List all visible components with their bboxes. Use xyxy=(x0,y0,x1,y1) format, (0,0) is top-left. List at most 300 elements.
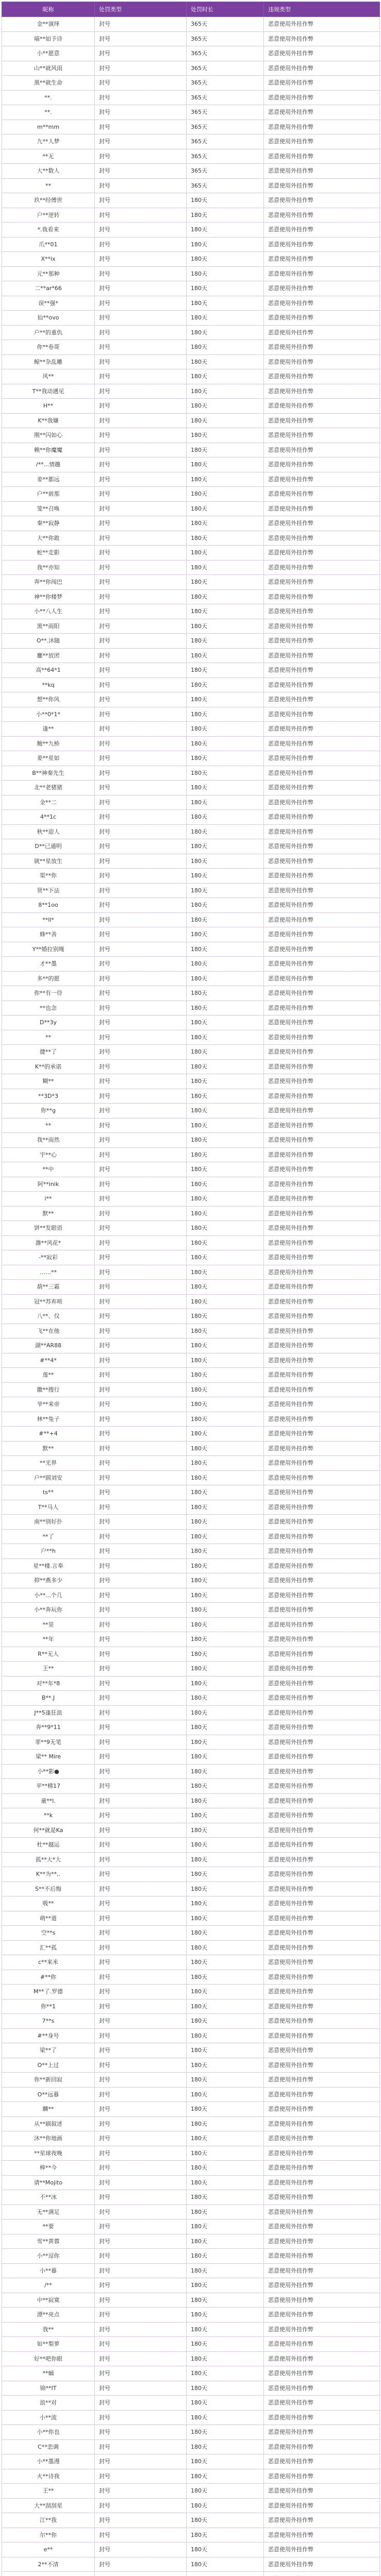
table-row xyxy=(2,1896,380,1911)
duration-cell: 180天 xyxy=(187,252,264,267)
punishment-type-cell: 封号 xyxy=(95,839,187,854)
duration-cell: 180天 xyxy=(187,340,264,355)
punishment-type-cell: 封号 xyxy=(95,1955,187,1970)
table-row xyxy=(2,1676,380,1691)
punishment-type-cell: 封号 xyxy=(95,1662,187,1676)
table-row xyxy=(2,1852,380,1867)
punishment-type-cell: 封号 xyxy=(95,1059,187,1074)
punishment-type-cell: 封号 xyxy=(95,1309,187,1324)
punishment-type-cell: 封号 xyxy=(95,560,187,575)
violation-type-cell: 恶意使用外挂作弊 xyxy=(264,751,380,766)
violation-type-cell: 恶意使用外挂作弊 xyxy=(264,399,380,414)
table-row xyxy=(2,2131,380,2146)
nickname-cell: e** xyxy=(2,2543,95,2557)
nickname-cell: J**5逢狂浪 xyxy=(2,1705,95,1720)
punishment-type-cell: 封号 xyxy=(95,2014,187,2029)
violation-type-cell: 恶意使用外挂作弊 xyxy=(264,736,380,751)
table-row xyxy=(2,1485,380,1500)
duration-cell: 180天 xyxy=(187,2087,264,2102)
nickname-cell: 浪**对 xyxy=(2,2396,95,2411)
punishment-type-cell: 封号 xyxy=(95,17,187,32)
violation-type-cell: 恶意使用外挂作弊 xyxy=(264,2396,380,2411)
nickname-cell: **蛹 xyxy=(2,2366,95,2381)
duration-cell: 180天 xyxy=(187,2308,264,2323)
nickname-cell: 误**强* xyxy=(2,296,95,311)
violation-type-cell: 恶意使用外挂作弊 xyxy=(264,2439,380,2454)
duration-cell: 180天 xyxy=(187,1456,264,1471)
nickname-cell: **中 xyxy=(2,1162,95,1177)
violation-type-cell: 恶意使用外挂作弊 xyxy=(264,472,380,487)
violation-type-cell: 恶意使用外挂作弊 xyxy=(264,31,380,46)
nickname-cell: 爪**01 xyxy=(2,237,95,252)
duration-cell: 180天 xyxy=(187,1691,264,1706)
punishment-type-cell: 封号 xyxy=(95,1588,187,1603)
table-row xyxy=(2,1177,380,1192)
table-row xyxy=(2,2205,380,2219)
violation-type-cell: 恶意使用外挂作弊 xyxy=(264,2249,380,2264)
punishment-type-cell: 封号 xyxy=(95,2308,187,2323)
punishment-type-cell: 封号 xyxy=(95,1015,187,1030)
punishment-type-cell: 封号 xyxy=(95,2146,187,2161)
violation-type-cell: 恶意使用外挂作弊 xyxy=(264,531,380,546)
table-row xyxy=(2,531,380,546)
violation-type-cell: 恶意使用外挂作弊 xyxy=(264,1250,380,1265)
table-row xyxy=(2,2528,380,2543)
violation-type-cell: 恶意使用外挂作弊 xyxy=(264,120,380,134)
table-row xyxy=(2,487,380,502)
duration-cell: 180天 xyxy=(187,824,264,839)
nickname-cell: 你**1 xyxy=(2,1999,95,2014)
punishment-type-cell: 封号 xyxy=(95,1280,187,1295)
violation-type-cell: 恶意使用外挂作弊 xyxy=(264,2528,380,2543)
violation-type-cell: 恶意使用外挂作弊 xyxy=(264,487,380,502)
table-row xyxy=(2,1470,380,1485)
violation-type-cell: 恶意使用外挂作弊 xyxy=(264,384,380,399)
punishment-type-cell: 封号 xyxy=(95,311,187,326)
duration-cell: 180天 xyxy=(187,2102,264,2117)
violation-type-cell: 恶意使用外挂作弊 xyxy=(264,2219,380,2234)
table-row xyxy=(2,1324,380,1338)
punishment-type-cell: 封号 xyxy=(95,1515,187,1530)
ban-list-table xyxy=(2,2,380,2576)
table-row xyxy=(2,2396,380,2411)
nickname-cell: 户**圆刘安 xyxy=(2,1470,95,1485)
table-row xyxy=(2,31,380,46)
violation-type-cell: 恶意使用外挂作弊 xyxy=(264,634,380,649)
punishment-type-cell: 封号 xyxy=(95,2322,187,2337)
punishment-type-cell: 封号 xyxy=(95,751,187,766)
duration-cell: 180天 xyxy=(187,2498,264,2513)
punishment-type-cell: 封号 xyxy=(95,1808,187,1823)
punishment-type-cell: 封号 xyxy=(95,634,187,649)
violation-type-cell: 恶意使用外挂作弊 xyxy=(264,516,380,531)
header-punishment-duration: 处罚时长 xyxy=(187,2,264,17)
duration-cell: 180天 xyxy=(187,1089,264,1104)
punishment-type-cell: 封号 xyxy=(95,1368,187,1383)
violation-type-cell: 恶意使用外挂作弊 xyxy=(264,443,380,457)
violation-type-cell: 恶意使用外挂作弊 xyxy=(264,1059,380,1074)
duration-cell: 180天 xyxy=(187,1632,264,1647)
punishment-type-cell: 封号 xyxy=(95,61,187,76)
violation-type-cell: 恶意使用外挂作弊 xyxy=(264,2190,380,2205)
violation-type-cell: 恶意使用外挂作弊 xyxy=(264,1955,380,1970)
violation-type-cell: 恶意使用外挂作弊 xyxy=(264,1280,380,1295)
duration-cell: 180天 xyxy=(187,854,264,869)
table-row xyxy=(2,296,380,311)
table-row xyxy=(2,2366,380,2381)
table-row xyxy=(2,1089,380,1104)
duration-cell: 180天 xyxy=(187,1896,264,1911)
violation-type-cell: 恶意使用外挂作弊 xyxy=(264,1999,380,2014)
nickname-cell: 大**数人 xyxy=(2,164,95,179)
duration-cell: 180天 xyxy=(187,1838,264,1853)
duration-cell: 180天 xyxy=(187,1720,264,1735)
punishment-type-cell: 封号 xyxy=(95,1603,187,1618)
nickname-cell: 阿**inik xyxy=(2,1177,95,1192)
duration-cell: 180天 xyxy=(187,2116,264,2131)
table-row xyxy=(2,1192,380,1207)
punishment-type-cell: 封号 xyxy=(95,178,187,193)
table-row xyxy=(2,2543,380,2557)
duration-cell: 180天 xyxy=(187,1544,264,1559)
punishment-type-cell: 封号 xyxy=(95,1441,187,1456)
punishment-type-cell: 封号 xyxy=(95,208,187,223)
duration-cell: 180天 xyxy=(187,516,264,531)
punishment-type-cell: 封号 xyxy=(95,223,187,238)
table-row xyxy=(2,2146,380,2161)
violation-type-cell: 恶意使用外挂作弊 xyxy=(264,1793,380,1808)
duration-cell: 180天 xyxy=(187,1059,264,1074)
duration-cell: 180天 xyxy=(187,1735,264,1750)
nickname-cell: 撒**搜行 xyxy=(2,1382,95,1397)
violation-type-cell: 恶意使用外挂作弊 xyxy=(264,90,380,105)
nickname-cell: 吸** xyxy=(2,1896,95,1911)
duration-cell: 180天 xyxy=(187,1603,264,1618)
nickname-cell: 风** xyxy=(2,369,95,384)
duration-cell: 180天 xyxy=(187,2205,264,2219)
punishment-type-cell: 封号 xyxy=(95,1617,187,1632)
duration-cell: 180天 xyxy=(187,1441,264,1456)
table-row xyxy=(2,76,380,91)
violation-type-cell: 恶意使用外挂作弊 xyxy=(264,1515,380,1530)
duration-cell: 180天 xyxy=(187,1882,264,1896)
nickname-cell: /** xyxy=(2,2278,95,2293)
punishment-type-cell: 封号 xyxy=(95,413,187,428)
violation-type-cell: 恶意使用外挂作弊 xyxy=(264,1867,380,1882)
duration-cell: 180天 xyxy=(187,237,264,252)
punishment-type-cell: 封号 xyxy=(95,1750,187,1765)
duration-cell: 180天 xyxy=(187,971,264,986)
violation-type-cell: 恶意使用外挂作弊 xyxy=(264,1632,380,1647)
nickname-cell: 高**64*1 xyxy=(2,663,95,678)
nickname-cell: ** xyxy=(2,1118,95,1133)
nickname-cell: 蛇**走影 xyxy=(2,546,95,561)
duration-cell: 180天 xyxy=(187,2014,264,2029)
table-row xyxy=(2,149,380,164)
violation-type-cell: 恶意使用外挂作弊 xyxy=(264,1089,380,1104)
nickname-cell: **了 xyxy=(2,1529,95,1544)
nickname-cell: #**+4 xyxy=(2,1427,95,1442)
duration-cell: 180天 xyxy=(187,1162,264,1177)
nickname-cell: X**ix xyxy=(2,252,95,267)
violation-type-cell: 恶意使用外挂作弊 xyxy=(264,2484,380,2499)
duration-cell: 180天 xyxy=(187,1573,264,1588)
punishment-type-cell: 封号 xyxy=(95,2337,187,2352)
nickname-cell: #**你 xyxy=(2,1970,95,1985)
violation-type-cell: 恶意使用外挂作弊 xyxy=(264,2543,380,2557)
nickname-cell: 王** xyxy=(2,1662,95,1676)
table-row xyxy=(2,839,380,854)
nickname-cell: 蜂**善 xyxy=(2,927,95,942)
table-row xyxy=(2,1353,380,1368)
violation-type-cell: 恶意使用外挂作弊 xyxy=(264,2366,380,2381)
violation-type-cell: 恶意使用外挂作弊 xyxy=(264,575,380,590)
duration-cell: 180天 xyxy=(187,1353,264,1368)
table-row xyxy=(2,2572,380,2576)
punishment-type-cell: 封号 xyxy=(95,1779,187,1794)
violation-type-cell: 恶意使用外挂作弊 xyxy=(264,1427,380,1442)
violation-type-cell: 恶意使用外挂作弊 xyxy=(264,311,380,326)
nickname-cell: 金**演绎 xyxy=(2,17,95,32)
table-row xyxy=(2,751,380,766)
violation-type-cell: 恶意使用外挂作弊 xyxy=(264,2116,380,2131)
violation-type-cell: 恶意使用外挂作弊 xyxy=(264,252,380,267)
table-row xyxy=(2,2351,380,2366)
table-row xyxy=(2,634,380,649)
nickname-cell: 林**兔子 xyxy=(2,1412,95,1427)
table-row xyxy=(2,311,380,326)
punishment-type-cell: 封号 xyxy=(95,1089,187,1104)
punishment-type-cell: 封号 xyxy=(95,2425,187,2440)
punishment-type-cell: 封号 xyxy=(95,2190,187,2205)
table-row xyxy=(2,1382,380,1397)
punishment-type-cell: 封号 xyxy=(95,2293,187,2308)
violation-type-cell: 恶意使用外挂作弊 xyxy=(264,1735,380,1750)
header-punishment-type: 处罚类型 xyxy=(95,2,187,17)
table-row xyxy=(2,1529,380,1544)
violation-type-cell: 恶意使用外挂作弊 xyxy=(264,457,380,472)
violation-type-cell: 恶意使用外挂作弊 xyxy=(264,560,380,575)
violation-type-cell: 恶意使用外挂作弊 xyxy=(264,2175,380,2190)
table-row xyxy=(2,413,380,428)
duration-cell: 180天 xyxy=(187,208,264,223)
table-row xyxy=(2,957,380,972)
duration-cell: 180天 xyxy=(187,457,264,472)
nickname-cell: 星**楼.言奉 xyxy=(2,1558,95,1573)
table-row xyxy=(2,2175,380,2190)
duration-cell: 180天 xyxy=(187,2484,264,2499)
nickname-cell: 萌**道 xyxy=(2,1911,95,1926)
nickname-cell: 孤**大*大 xyxy=(2,1852,95,1867)
violation-type-cell: 恶意使用外挂作弊 xyxy=(264,1470,380,1485)
nickname-cell: 神**你楼梦 xyxy=(2,589,95,604)
duration-cell: 180天 xyxy=(187,1427,264,1442)
nickname-cell: 鲸**杂乱雕 xyxy=(2,354,95,369)
nickname-cell: **年 xyxy=(2,1632,95,1647)
duration-cell: 180天 xyxy=(187,1104,264,1118)
violation-type-cell: 恶意使用外挂作弊 xyxy=(264,2308,380,2323)
duration-cell: 180天 xyxy=(187,1309,264,1324)
nickname-cell: 你**g xyxy=(2,1104,95,1118)
punishment-type-cell: 封号 xyxy=(95,546,187,561)
nickname-cell: **kq xyxy=(2,677,95,692)
nickname-cell: 你**卷哥 xyxy=(2,340,95,355)
table-row xyxy=(2,912,380,927)
punishment-type-cell: 封号 xyxy=(95,1500,187,1515)
table-row xyxy=(2,898,380,913)
violation-type-cell: 恶意使用外挂作弊 xyxy=(264,1882,380,1896)
nickname-cell: D**3y xyxy=(2,1015,95,1030)
table-row xyxy=(2,2263,380,2278)
nickname-cell: 麟** xyxy=(2,2102,95,2117)
nickname-cell: 4**1c xyxy=(2,810,95,825)
duration-cell: 180天 xyxy=(187,2528,264,2543)
punishment-type-cell: 封号 xyxy=(95,971,187,986)
duration-cell: 180天 xyxy=(187,546,264,561)
punishment-type-cell: 封号 xyxy=(95,2469,187,2484)
nickname-cell: ** xyxy=(2,1030,95,1045)
violation-type-cell: 恶意使用外挂作弊 xyxy=(264,869,380,884)
nickname-cell: 户**h xyxy=(2,1544,95,1559)
punishment-type-cell: 封号 xyxy=(95,1412,187,1427)
violation-type-cell: 恶意使用外挂作弊 xyxy=(264,692,380,707)
nickname-cell: 刚**闪如心 xyxy=(2,428,95,443)
nickname-cell: 多**的愿 xyxy=(2,971,95,986)
table-row xyxy=(2,1691,380,1706)
table-row xyxy=(2,883,380,898)
table-row xyxy=(2,457,380,472)
punishment-type-cell: 封号 xyxy=(95,2396,187,2411)
violation-type-cell: 恶意使用外挂作弊 xyxy=(264,854,380,869)
duration-cell: 180天 xyxy=(187,2322,264,2337)
punishment-type-cell: 封号 xyxy=(95,2557,187,2572)
duration-cell: 180天 xyxy=(187,883,264,898)
violation-type-cell: 恶意使用外挂作弊 xyxy=(264,1441,380,1456)
table-row xyxy=(2,2087,380,2102)
duration-cell: 180天 xyxy=(187,1970,264,1985)
table-row xyxy=(2,340,380,355)
duration-cell: 180天 xyxy=(187,266,264,281)
duration-cell: 180天 xyxy=(187,2219,264,2234)
punishment-type-cell: 封号 xyxy=(95,648,187,663)
nickname-cell: 笼**召唤 xyxy=(2,501,95,516)
violation-type-cell: 恶意使用外挂作弊 xyxy=(264,1074,380,1089)
nickname-cell: 小**奔玩你 xyxy=(2,1603,95,1618)
duration-cell: 180天 xyxy=(187,2161,264,2176)
duration-cell: 180天 xyxy=(187,1338,264,1353)
punishment-type-cell: 封号 xyxy=(95,266,187,281)
nickname-cell: ts** xyxy=(2,1485,95,1500)
violation-type-cell: 恶意使用外挂作弊 xyxy=(264,134,380,149)
duration-cell: 180天 xyxy=(187,281,264,296)
nickname-cell: 从**刷叙述 xyxy=(2,2116,95,2131)
duration-cell: 180天 xyxy=(187,369,264,384)
duration-cell: 180天 xyxy=(187,957,264,972)
table-row xyxy=(2,2014,380,2029)
punishment-type-cell: 封号 xyxy=(95,1529,187,1544)
punishment-type-cell: 封号 xyxy=(95,736,187,751)
nickname-cell: 逢** xyxy=(2,722,95,737)
punishment-type-cell: 封号 xyxy=(95,2131,187,2146)
nickname-cell: 赖**你魔魔 xyxy=(2,443,95,457)
nickname-cell: T**我动遇见 xyxy=(2,384,95,399)
punishment-type-cell: 封号 xyxy=(95,1764,187,1779)
punishment-type-cell: 封号 xyxy=(95,986,187,1001)
violation-type-cell: 恶意使用外挂作弊 xyxy=(264,1896,380,1911)
table-row xyxy=(2,986,380,1001)
table-row xyxy=(2,1823,380,1838)
nickname-cell: D**已通明 xyxy=(2,839,95,854)
duration-cell: 180天 xyxy=(187,634,264,649)
punishment-type-cell: 封号 xyxy=(95,810,187,825)
nickname-cell: 如**梨萝 xyxy=(2,2337,95,2352)
violation-type-cell: 恶意使用外挂作弊 xyxy=(264,2087,380,2102)
punishment-type-cell: 封号 xyxy=(95,31,187,46)
punishment-type-cell: 封号 xyxy=(95,1397,187,1412)
punishment-type-cell: 封号 xyxy=(95,1882,187,1896)
duration-cell: 180天 xyxy=(187,663,264,678)
duration-cell: 180天 xyxy=(187,1280,264,1295)
violation-type-cell: 恶意使用外挂作弊 xyxy=(264,2278,380,2293)
violation-type-cell: 恶意使用外挂作弊 xyxy=(264,1104,380,1118)
nickname-cell: **. xyxy=(2,105,95,120)
table-row xyxy=(2,1456,380,1471)
punishment-type-cell: 封号 xyxy=(95,795,187,810)
nickname-cell: 九**人梦 xyxy=(2,134,95,149)
table-row xyxy=(2,2425,380,2440)
table-row xyxy=(2,766,380,781)
table-row xyxy=(2,1838,380,1853)
nickname-cell: 鲍**九桥 xyxy=(2,736,95,751)
punishment-type-cell: 封号 xyxy=(95,2528,187,2543)
nickname-cell: 大**你敢 xyxy=(2,531,95,546)
punishment-type-cell: 封号 xyxy=(95,516,187,531)
nickname-cell: 姜**都远 xyxy=(2,472,95,487)
table-row xyxy=(2,501,380,516)
punishment-type-cell: 封号 xyxy=(95,1265,187,1280)
duration-cell: 180天 xyxy=(187,1926,264,1941)
duration-cell: 180天 xyxy=(187,399,264,414)
table-row xyxy=(2,2484,380,2499)
nickname-cell: O**上过 xyxy=(2,2058,95,2073)
duration-cell: 180天 xyxy=(187,1412,264,1427)
table-row xyxy=(2,2102,380,2117)
nickname-cell: ** xyxy=(2,178,95,193)
table-row xyxy=(2,971,380,986)
nickname-cell: 仙**ovo xyxy=(2,311,95,326)
table-row xyxy=(2,472,380,487)
duration-cell: 180天 xyxy=(187,1001,264,1015)
nickname-cell: 冠**苏弃唢 xyxy=(2,1294,95,1309)
nickname-cell: 火**诗我 xyxy=(2,2469,95,2484)
table-row xyxy=(2,2219,380,2234)
nickname-cell: 不**冰 xyxy=(2,2190,95,2205)
table-row xyxy=(2,1617,380,1632)
duration-cell: 180天 xyxy=(187,1294,264,1309)
table-row xyxy=(2,2454,380,2469)
table-row xyxy=(2,2439,380,2454)
duration-cell: 180天 xyxy=(187,677,264,692)
nickname-cell: **星球夜晚 xyxy=(2,2146,95,2161)
table-row xyxy=(2,1162,380,1177)
nickname-cell: 我**雨然 xyxy=(2,1133,95,1148)
punishment-type-cell: 封号 xyxy=(95,281,187,296)
duration-cell: 180天 xyxy=(187,1045,264,1060)
table-row xyxy=(2,1603,380,1618)
table-row xyxy=(2,2073,380,2088)
table-row xyxy=(2,2043,380,2058)
punishment-type-cell: 封号 xyxy=(95,854,187,869)
